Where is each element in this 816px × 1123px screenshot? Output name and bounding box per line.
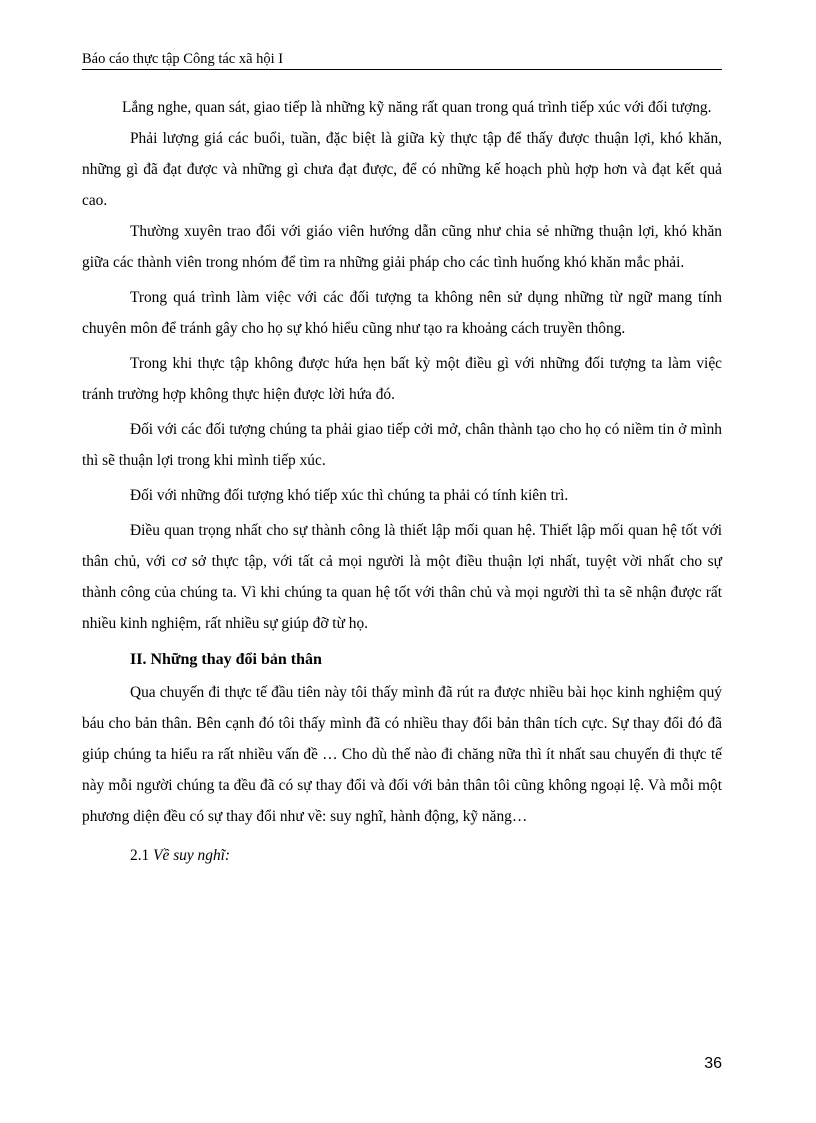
paragraph-5: Trong khi thực tập không được hứa hẹn bất kỳ một điều gì với những đối tượng ta làm việc tránh trường hợp không thực hiện được lời hứa đó. — [82, 355, 722, 403]
header-title: Báo cáo thực tập Công tác xã hội I — [82, 51, 284, 67]
paragraph-8: Điều quan trọng nhất cho sự thành công là thiết lập mối quan hệ. Thiết lập mối quan hệ tốt với thân chủ, với cơ sở thực tập, với tất cả mọi người là một điều thuận lợi nhất, tuyệt vời nhất cho sự thành công của chúng ta. Vì khi chúng ta quan hệ tốt với thân chủ và mọi người thì ta sẽ nhận được rất nhiều kinh nghiệm, rất nhiều sự giúp đỡ từ họ. — [82, 522, 722, 632]
paragraph-1: Lắng nghe, quan sát, giao tiếp là những kỹ năng rất quan trong quá trình tiếp xúc với đối tượng. — [122, 99, 712, 116]
subsection-title: Về suy nghĩ: — [153, 847, 231, 864]
paragraph-2: Phải lượng giá các buổi, tuần, đặc biệt là giữa kỳ thực tập để thấy được thuận lợi, khó khăn, những gì đã đạt được và những gì chưa đạt được, để có những kế hoạch phù hợp hơn và đạt kết quả cao. — [82, 130, 722, 209]
section-heading: II. Những thay đổi bản thân — [130, 651, 322, 668]
page-number: 36 — [704, 1055, 722, 1072]
paragraph-3: Thường xuyên trao đổi với giáo viên hướng dẫn cũng như chia sẻ những thuận lợi, khó khăn giữa các thành viên trong nhóm để tìm ra những giải pháp cho các tình huống khó khăn mắc phải. — [82, 223, 722, 271]
section-paragraph: Qua chuyến đi thực tế đầu tiên này tôi thấy mình đã rút ra được nhiều bài học kinh nghiệm quý báu cho bản thân. Bên cạnh đó tôi thấy mình đã có nhiều thay đổi bản thân tích cực. Sự thay đổi đó đã giúp chúng ta hiểu ra rất nhiều vấn đề … Cho dù thế nào đi chăng nữa thì ít nhất sau chuyến đi thực tế này mỗi người chúng ta đều đã có sự thay đổi và đối với bản thân tôi cũng không ngoại lệ. Và mỗi một phương diện đều có sự thay đổi như về: suy nghĩ, hành động, kỹ năng… — [82, 684, 722, 825]
page-header — [82, 50, 722, 70]
paragraph-7: Đối với những đối tượng khó tiếp xúc thì chúng ta phải có tính kiên trì. — [130, 487, 569, 504]
subsection-number: 2.1 — [130, 847, 150, 864]
paragraph-4: Trong quá trình làm việc với các đối tượng ta không nên sử dụng những từ ngữ mang tính chuyên môn để tránh gây cho họ sự khó hiểu cũng như tạo ra khoảng cách truyền thông. — [82, 289, 722, 337]
subsection-heading — [82, 840, 722, 871]
paragraph-6: Đối với các đối tượng chúng ta phải giao tiếp cởi mở, chân thành tạo cho họ có niềm tin ở mình thì sẽ thuận lợi trong khi mình tiếp xúc. — [82, 421, 722, 469]
page-body — [82, 92, 722, 871]
